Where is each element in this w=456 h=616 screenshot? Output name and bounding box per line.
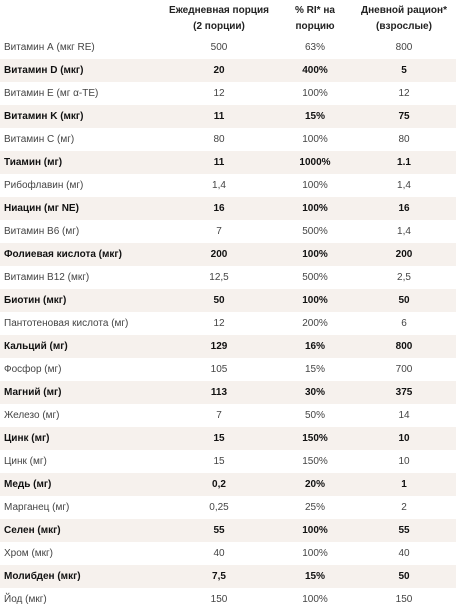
row-nutrient-name: Витамин C (мг) <box>4 134 75 145</box>
row-daily-portion: 11 <box>213 111 225 122</box>
header-ri-percent <box>278 0 352 36</box>
table-row <box>0 128 456 151</box>
row-ri-percent: 15% <box>304 571 325 582</box>
header-daily-ration <box>352 0 456 36</box>
header-daily-portion-line1: Ежедневная порция <box>169 4 269 16</box>
row-ri-percent: 50% <box>304 410 325 421</box>
row-ri-percent: 1000% <box>299 157 331 168</box>
row-nutrient-name: Цинк (мг) <box>4 433 50 444</box>
row-ri-percent: 100% <box>302 249 328 260</box>
row-nutrient-name: Витамин B12 (мкг) <box>4 272 90 283</box>
row-daily-portion: 12 <box>213 318 225 329</box>
row-nutrient-name: Цинк (мг) <box>4 456 47 467</box>
row-daily-portion: 500 <box>210 42 228 53</box>
row-daily-portion: 7 <box>216 410 222 421</box>
table-row <box>0 427 456 450</box>
row-daily-portion: 105 <box>210 364 228 375</box>
row-daily-ration: 2,5 <box>397 272 411 283</box>
row-ri-percent: 15% <box>304 111 325 122</box>
table-row <box>0 105 456 128</box>
row-nutrient-name: Витамин E (мг α-TE) <box>4 88 99 99</box>
row-daily-portion: 113 <box>210 387 228 398</box>
row-daily-portion: 12,5 <box>209 272 229 283</box>
header-daily-portion <box>160 0 278 36</box>
row-nutrient-name: Рибофлавин (мг) <box>4 180 84 191</box>
row-daily-ration: 700 <box>395 364 413 375</box>
row-ri-percent: 100% <box>302 88 328 99</box>
table-body <box>0 36 456 611</box>
table-row <box>0 450 456 473</box>
row-ri-percent: 400% <box>302 65 328 76</box>
row-nutrient-name: Кальций (мг) <box>4 341 68 352</box>
row-ri-percent: 150% <box>302 433 328 444</box>
row-daily-portion: 200 <box>210 249 228 260</box>
row-daily-portion: 16 <box>213 203 225 214</box>
header-daily-ration-line2: (взрослые) <box>376 20 432 32</box>
row-daily-ration: 800 <box>395 42 413 53</box>
table-row <box>0 82 456 105</box>
table-header <box>0 0 456 36</box>
row-ri-percent: 500% <box>302 226 328 237</box>
row-nutrient-name: Фолиевая кислота (мкг) <box>4 249 122 260</box>
row-nutrient-name: Витамин А (мкг RE) <box>4 42 95 53</box>
row-daily-portion: 0,2 <box>212 479 226 490</box>
table-row <box>0 289 456 312</box>
row-daily-ration: 12 <box>398 88 410 99</box>
row-nutrient-name: Йод (мкг) <box>4 594 47 605</box>
row-daily-portion: 15 <box>213 433 225 444</box>
row-ri-percent: 30% <box>304 387 325 398</box>
row-nutrient-name: Селен (мкг) <box>4 525 61 536</box>
row-daily-ration: 1.1 <box>397 157 411 168</box>
header-ri-percent-line2: порцию <box>295 20 335 32</box>
table-row <box>0 312 456 335</box>
row-daily-portion: 11 <box>213 157 225 168</box>
row-daily-portion: 20 <box>213 65 225 76</box>
row-ri-percent: 20% <box>304 479 325 490</box>
row-daily-ration: 5 <box>401 65 407 76</box>
row-ri-percent: 15% <box>304 364 325 375</box>
row-daily-ration: 150 <box>395 594 413 605</box>
row-daily-portion: 7,5 <box>212 571 226 582</box>
row-daily-ration: 40 <box>398 548 410 559</box>
row-ri-percent: 100% <box>302 134 328 145</box>
row-daily-ration: 80 <box>398 134 410 145</box>
row-nutrient-name: Витамин B6 (мг) <box>4 226 80 237</box>
row-daily-portion: 80 <box>213 134 225 145</box>
table-row <box>0 381 456 404</box>
header-daily-ration-line1: Дневной рацион* <box>361 4 447 16</box>
row-daily-ration: 2 <box>401 502 407 513</box>
row-daily-ration: 800 <box>395 341 413 352</box>
row-nutrient-name: Марганец (мг) <box>4 502 70 513</box>
table-row <box>0 473 456 496</box>
table-row <box>0 404 456 427</box>
row-nutrient-name: Ниацин (мг NE) <box>4 203 79 214</box>
row-ri-percent: 25% <box>304 502 325 513</box>
row-ri-percent: 150% <box>302 456 328 467</box>
row-daily-portion: 7 <box>216 226 222 237</box>
row-daily-portion: 150 <box>210 594 228 605</box>
row-daily-ration: 55 <box>398 525 410 536</box>
row-daily-ration: 1,4 <box>397 226 411 237</box>
table-row <box>0 519 456 542</box>
row-daily-portion: 0,25 <box>209 502 229 513</box>
table-row <box>0 151 456 174</box>
row-daily-portion: 129 <box>210 341 228 352</box>
row-nutrient-name: Медь (мг) <box>4 479 52 490</box>
header-daily-portion-line2: (2 порции) <box>193 20 245 32</box>
row-daily-ration: 10 <box>398 433 410 444</box>
row-nutrient-name: Хром (мкг) <box>4 548 54 559</box>
row-nutrient-name: Фосфор (мг) <box>4 364 62 375</box>
row-daily-ration: 50 <box>398 571 410 582</box>
row-ri-percent: 63% <box>304 42 325 53</box>
row-ri-percent: 200% <box>302 318 328 329</box>
row-ri-percent: 100% <box>302 203 328 214</box>
row-daily-portion: 1,4 <box>212 180 226 191</box>
row-daily-ration: 1 <box>401 479 407 490</box>
row-daily-portion: 55 <box>213 525 225 536</box>
row-nutrient-name: Витамин K (мкг) <box>4 111 84 122</box>
row-daily-portion: 40 <box>213 548 225 559</box>
row-nutrient-name: Молибден (мкг) <box>4 571 81 582</box>
table-row <box>0 542 456 565</box>
table-row <box>0 36 456 59</box>
row-daily-ration: 200 <box>395 249 413 260</box>
table-row <box>0 358 456 381</box>
row-nutrient-name: Железо (мг) <box>4 410 60 421</box>
row-nutrient-name: Витамин D (мкг) <box>4 65 84 76</box>
row-ri-percent: 16% <box>304 341 325 352</box>
table-row <box>0 266 456 289</box>
row-daily-ration: 16 <box>398 203 410 214</box>
row-daily-portion: 12 <box>213 88 225 99</box>
row-daily-ration: 50 <box>398 295 410 306</box>
row-daily-ration: 75 <box>398 111 410 122</box>
table-row <box>0 59 456 82</box>
table-row <box>0 220 456 243</box>
row-ri-percent: 100% <box>302 594 328 605</box>
row-nutrient-name: Магний (мг) <box>4 387 62 398</box>
row-daily-ration: 375 <box>395 387 413 398</box>
table-row <box>0 174 456 197</box>
row-nutrient-name: Биотин (мкг) <box>4 295 67 306</box>
row-ri-percent: 100% <box>302 548 328 559</box>
row-daily-ration: 1,4 <box>397 180 411 191</box>
table-row <box>0 565 456 588</box>
row-ri-percent: 100% <box>302 525 328 536</box>
row-nutrient-name: Пантотеновая кислота (мг) <box>4 318 129 329</box>
row-ri-percent: 500% <box>302 272 328 283</box>
table-row <box>0 496 456 519</box>
header-name-column <box>0 0 160 36</box>
row-nutrient-name: Тиамин (мг) <box>4 157 63 168</box>
row-ri-percent: 100% <box>302 180 328 191</box>
row-daily-portion: 50 <box>213 295 225 306</box>
table-row <box>0 335 456 358</box>
table-row <box>0 243 456 266</box>
row-daily-ration: 10 <box>398 456 410 467</box>
table-row <box>0 588 456 611</box>
row-daily-ration: 14 <box>398 410 410 421</box>
row-daily-ration: 6 <box>401 318 407 329</box>
row-ri-percent: 100% <box>302 295 328 306</box>
row-daily-portion: 15 <box>213 456 225 467</box>
header-ri-percent-line1: % RI* на <box>295 4 335 16</box>
table-row <box>0 197 456 220</box>
